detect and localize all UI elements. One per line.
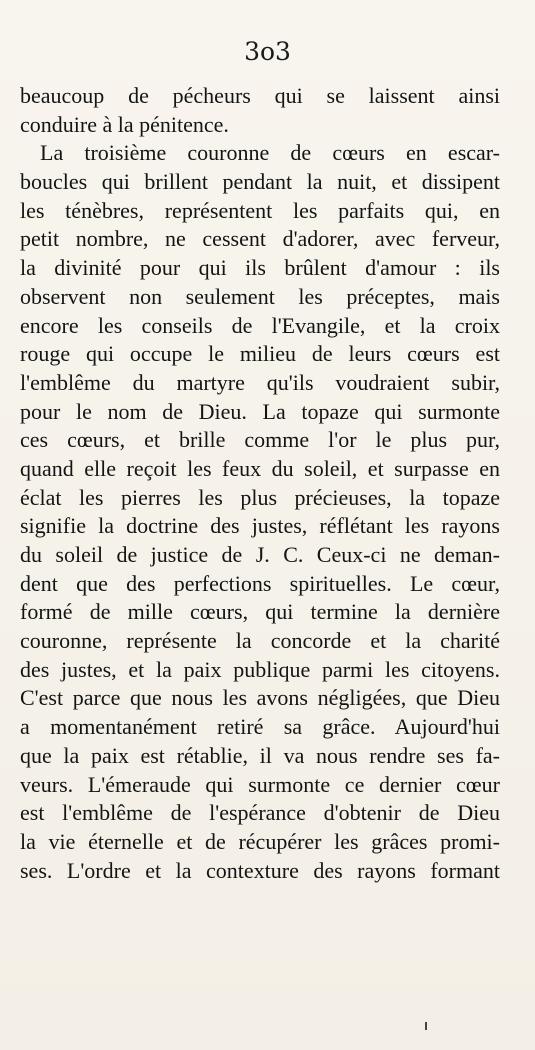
print-mark [425,1022,427,1030]
text-line: éclat les pierres les plus précieuses, la topaze [20,484,500,510]
text-line: observent non seulement les préceptes, mais [20,283,500,309]
text-line: conduire à la pénitence. [20,111,229,137]
text-line: du soleil de justice de J. C. Ceux-ci ne deman- [20,542,500,567]
text-line: les ténèbres, représentent les parfaits qui, en [20,197,500,223]
text-line: couronne, représente la concorde et la charité [20,628,500,654]
text-line: dent que des perfections spirituelles. Le cœur, [20,570,500,596]
text-line: est l'emblême de l'espérance d'obtenir de Dieu [20,800,500,826]
text-line: signifie la doctrine des justes, réflétant les rayons [20,513,500,539]
text-line: La troisième couronne de cœurs en escar- [40,140,500,166]
text-line: C'est parce que nous les avons négligées, que Dieu [20,685,500,711]
text-line: petit nombre, ne cessent d'adorer, avec ferveur, [20,226,500,252]
text-line: la vie éternelle et de récupérer les grâces promi- [20,828,500,854]
text-line: encore les conseils de l'Evangile, et la croix [20,312,500,338]
text-line: pour le nom de Dieu. La topaze qui surmonte [20,398,500,424]
text-line: ces cœurs, et brille comme l'or le plus pur, [20,427,500,453]
text-line: beaucoup de pécheurs qui se laissent ainsi [20,83,500,108]
text-line: quand elle reçoit les feux du soleil, et surpasse en [20,455,500,481]
text-line: que la paix est rétablie, il va nous rendre ses fa- [20,742,500,768]
text-line: veurs. L'émeraude qui surmonte ce dernier cœur [20,771,500,797]
text-line: des justes, et la paix publique parmi les citoyens. [20,656,500,682]
text-line: boucles qui brillent pendant la nuit, et dissipent [20,169,500,195]
body-text [20,82,500,885]
text-line: rouge qui occupe le milieu de leurs cœurs est [20,341,500,367]
text-line: a momentanément retiré sa grâce. Aujourd'hui [20,714,500,740]
page-number: 3o3 [244,37,291,66]
text-line: ses. L'ordre et la contexture des rayons formant [20,857,500,883]
text-line: l'emblême du martyre qu'ils voudraient subir, [20,369,500,395]
text-line: la divinité pour qui ils brûlent d'amour : ils [20,255,500,281]
text-line: formé de mille cœurs, qui termine la dernière [20,599,500,625]
